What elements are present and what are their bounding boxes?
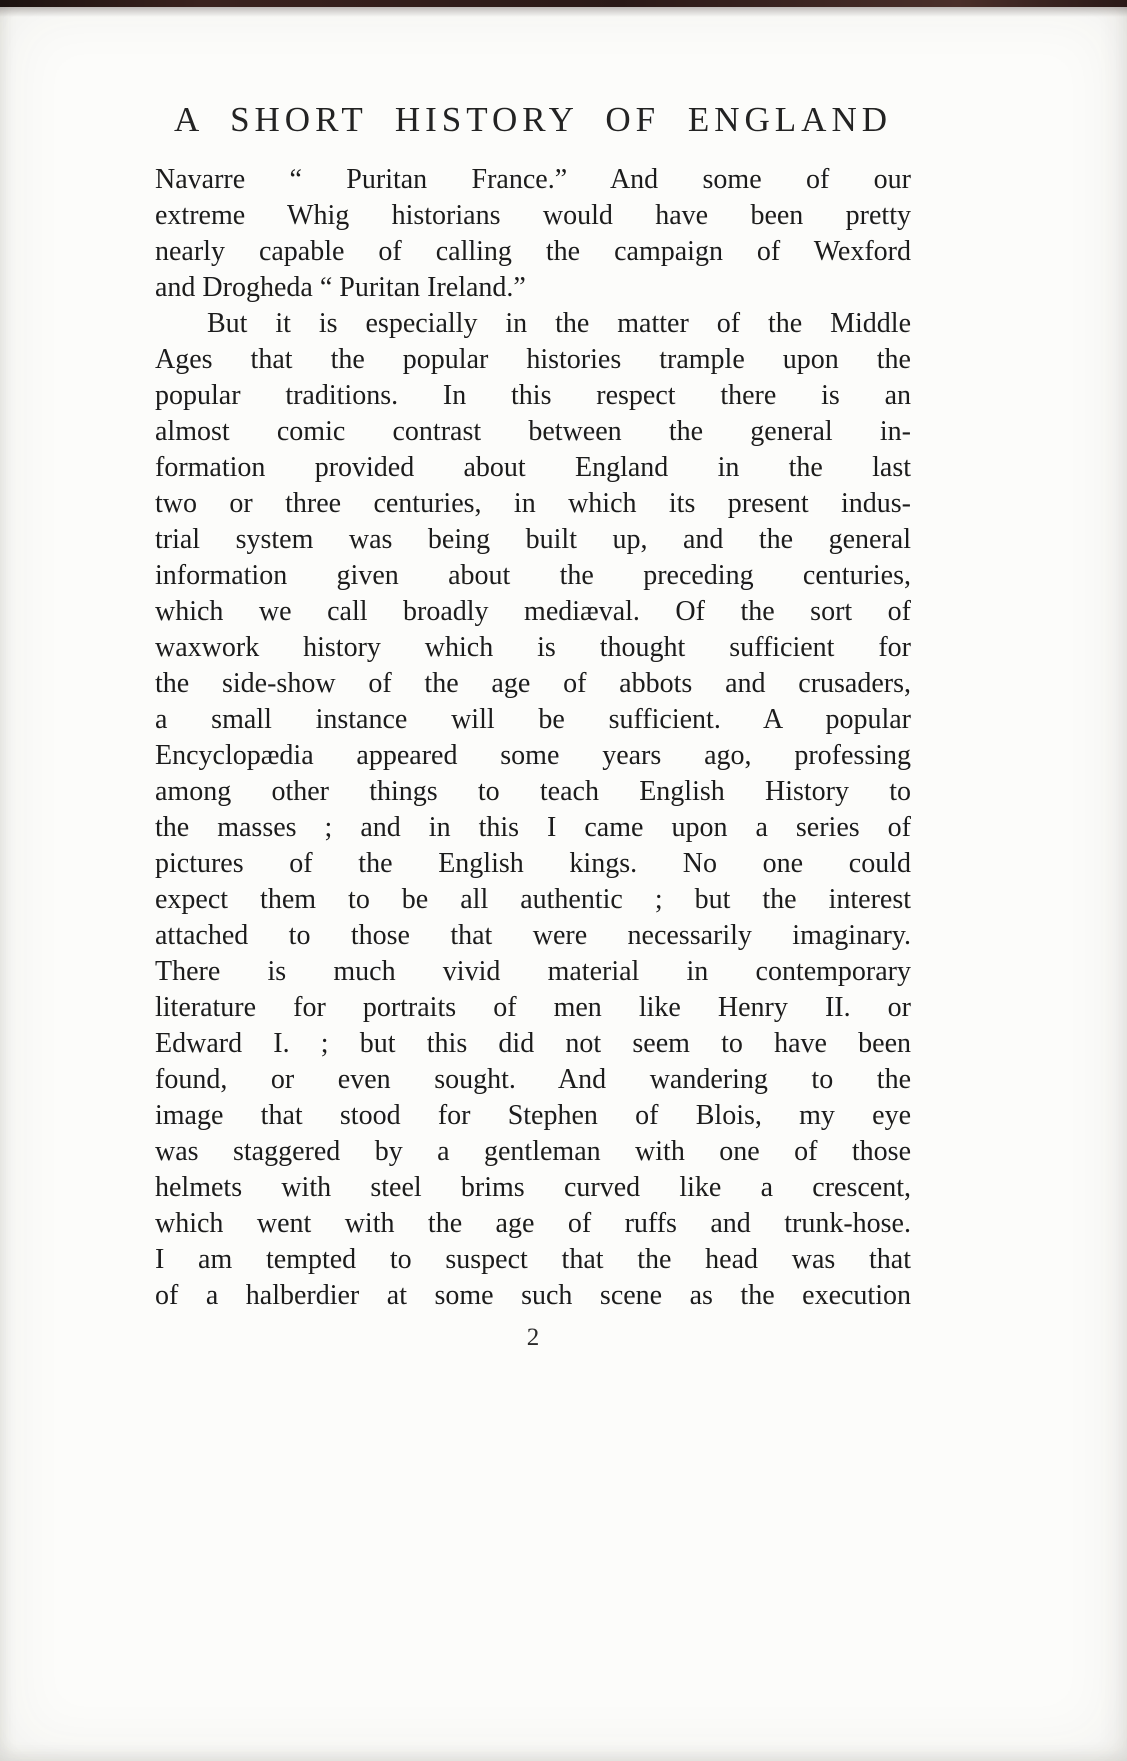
text-line: pictures of the English kings. No one could xyxy=(155,848,911,879)
text-line: two or three centuries, in which its present indus- xyxy=(155,488,911,519)
text-line: Navarre “ Puritan France.” And some of our xyxy=(155,164,911,195)
text-line: among other things to teach English History to xyxy=(155,776,911,807)
page-content xyxy=(155,100,911,1352)
text-line: Encyclopædia appeared some years ago, professing xyxy=(155,740,911,771)
running-header: A SHORT HISTORY OF ENGLAND xyxy=(173,100,893,139)
text-line: a small instance will be sufficient. A popular xyxy=(155,704,911,735)
text-line: literature for portraits of men like Henry II. or xyxy=(155,992,911,1023)
page-number: 2 xyxy=(526,1324,540,1351)
text-line: almost comic contrast between the general in- xyxy=(155,416,911,447)
text-line: nearly capable of calling the campaign of Wexford xyxy=(155,236,911,267)
text-line: I am tempted to suspect that the head was that xyxy=(155,1244,911,1275)
text-line: Edward I. ; but this did not seem to have been xyxy=(155,1028,911,1059)
text-line: the masses ; and in this I came upon a series of xyxy=(155,812,911,843)
text-line: There is much vivid material in contemporary xyxy=(155,956,911,987)
text-line: extreme Whig historians would have been pretty xyxy=(155,200,911,231)
text-line: image that stood for Stephen of Blois, my eye xyxy=(155,1100,911,1131)
scan-top-edge-shadow xyxy=(0,7,1127,17)
text-line: helmets with steel brims curved like a crescent, xyxy=(155,1172,911,1203)
text-line: formation provided about England in the last xyxy=(155,452,911,483)
text-line: of a halberdier at some such scene as the execution xyxy=(155,1280,911,1311)
text-line: waxwork history which is thought sufficient for xyxy=(155,632,911,663)
text-line: information given about the preceding centuries, xyxy=(155,560,911,591)
text-line: trial system was being built up, and the general xyxy=(155,524,911,555)
text-line: the side-show of the age of abbots and crusaders, xyxy=(155,668,911,699)
text-line: which went with the age of ruffs and trunk-hose. xyxy=(155,1208,911,1239)
body-text xyxy=(155,162,911,1314)
text-line: But it is especially in the matter of the Middle xyxy=(207,308,911,339)
text-line: found, or even sought. And wandering to the xyxy=(155,1064,911,1095)
text-line: attached to those that were necessarily imaginary. xyxy=(155,920,911,951)
text-line: was staggered by a gentleman with one of those xyxy=(155,1136,911,1167)
text-line: expect them to be all authentic ; but the interest xyxy=(155,884,911,915)
scan-top-edge xyxy=(0,0,1127,7)
text-line: which we call broadly mediæval. Of the sort of xyxy=(155,596,911,627)
text-line: and Drogheda “ Puritan Ireland.” xyxy=(155,272,526,303)
text-line: popular traditions. In this respect there is an xyxy=(155,380,911,411)
text-line: Ages that the popular histories trample upon the xyxy=(155,344,911,375)
